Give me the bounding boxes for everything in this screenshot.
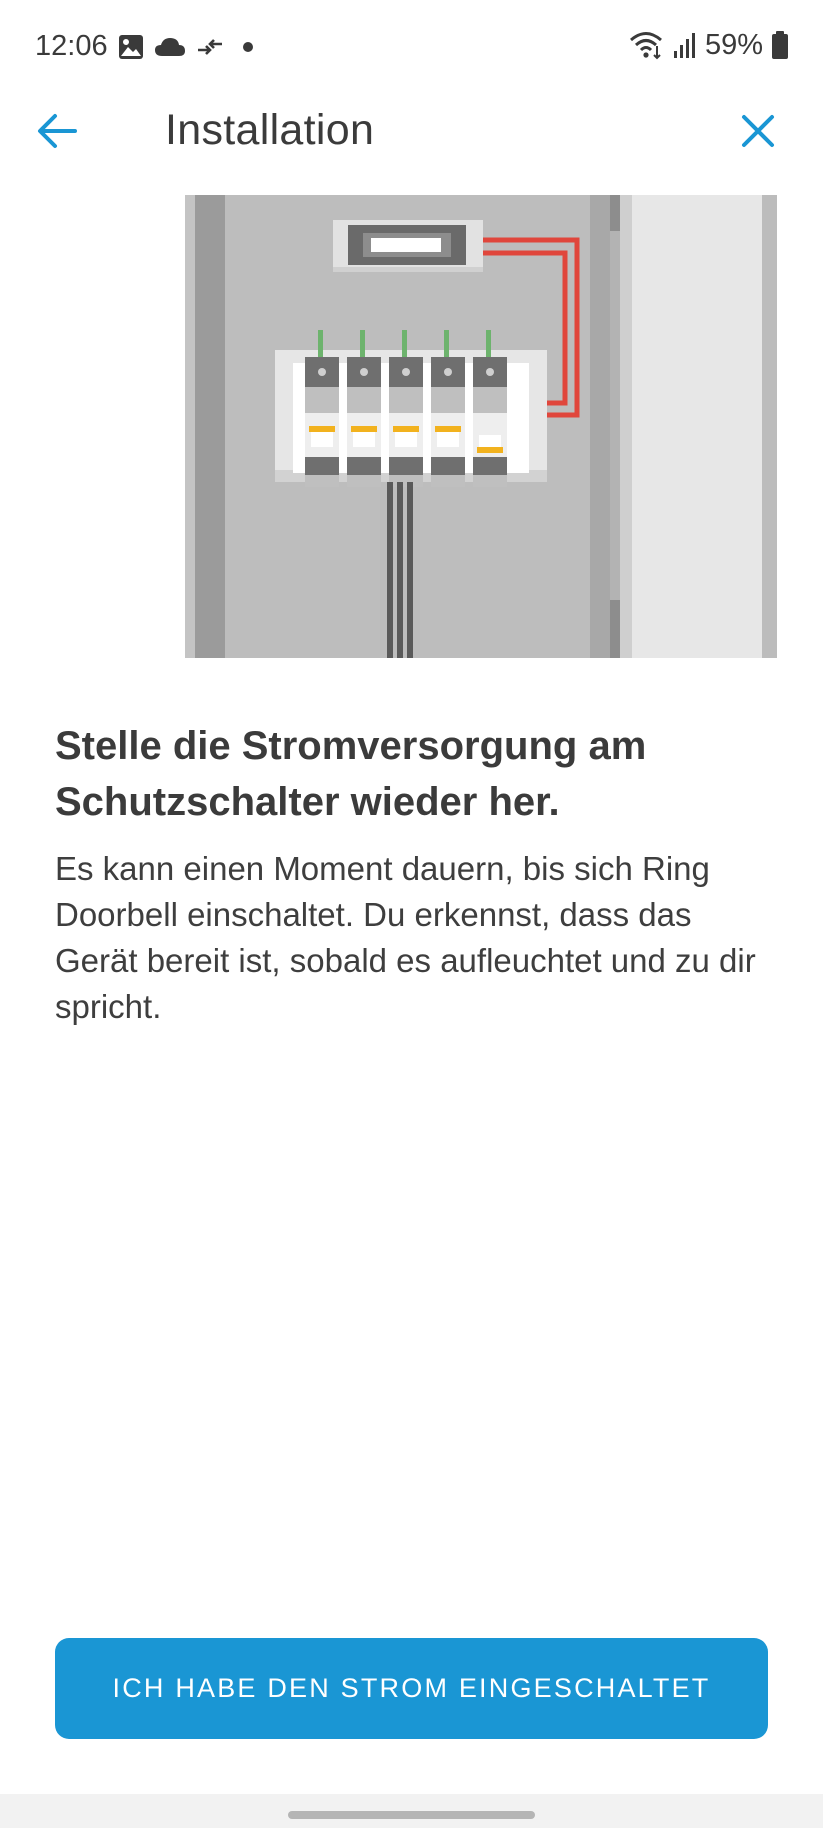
navigation-bar	[0, 1794, 823, 1828]
status-bar	[0, 0, 823, 94]
status-icons-right	[629, 28, 789, 62]
breaker-panel-illustration	[185, 195, 777, 658]
battery-icon	[771, 30, 789, 60]
back-button[interactable]	[34, 108, 80, 154]
app-header	[0, 94, 823, 166]
gallery-icon	[118, 34, 144, 60]
page-title: Installation	[165, 106, 375, 154]
wifi-icon	[629, 30, 665, 60]
power-on-confirm-button[interactable]: ICH HABE DEN STROM EINGESCHALTET	[55, 1638, 768, 1739]
data-transfer-icon	[196, 35, 224, 59]
dot-icon	[234, 35, 258, 59]
status-time: 12:06	[35, 30, 108, 62]
step-heading: Stelle die Stromversorgung am Schutzschalter wieder her.	[55, 724, 647, 824]
close-icon	[741, 114, 775, 148]
status-icons-left	[118, 32, 258, 62]
home-indicator[interactable]	[288, 1811, 535, 1819]
close-button[interactable]	[735, 108, 781, 154]
step-description: Es kann einen Moment dauern, bis sich Ring Doorbell einschaltet. Du erkennst, dass das Gerät bereit ist, sobald es aufleuchtet und zu dir spricht.	[55, 850, 756, 1025]
battery-percent: 59%	[704, 28, 763, 61]
cloud-icon	[154, 36, 186, 58]
arrow-left-icon	[37, 113, 77, 149]
signal-icon	[673, 31, 697, 59]
